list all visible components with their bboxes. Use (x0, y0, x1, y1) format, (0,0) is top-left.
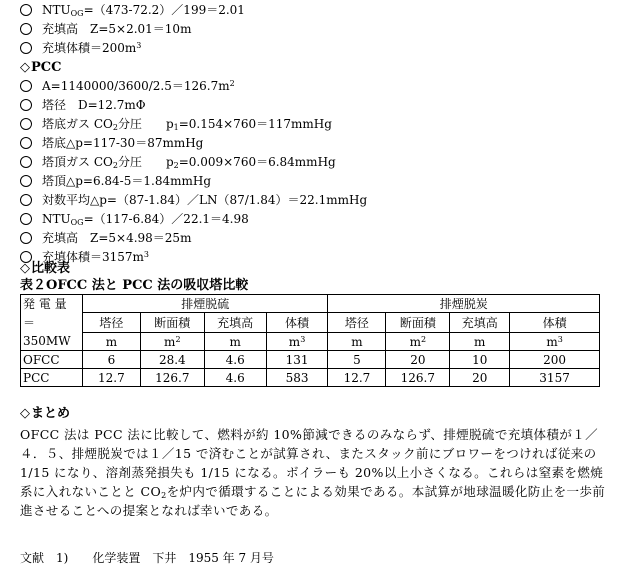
summary-heading: ◇まとめ (20, 406, 71, 421)
list-item: 充填体積$=200m^3$ (20, 40, 141, 57)
comparison-table (20, 294, 600, 387)
circle-bullet-icon (20, 99, 32, 111)
diamond-icon: ◇ (20, 406, 30, 421)
list-item: $NTU_{OG}=(117-6.84)/22.1=4.98$ (20, 211, 249, 228)
list-item: 塔頂△p=6.84-5＝1.84mmHg (20, 173, 211, 190)
circle-bullet-icon (20, 213, 32, 225)
list-item: 充填体積$=3157m^3$ (20, 249, 149, 266)
list-item: 対数平均△p=（87-1.84）／LN（87/1.84）＝22.1mmHg (20, 192, 367, 209)
table-caption: 表２OFCC 法と PCC 法の吸収塔比較 (20, 278, 249, 293)
column-header-row: 塔径 断面積 充填高 体積 塔径 断面積 充填高 体積 (21, 313, 600, 333)
circle-bullet-icon (20, 156, 32, 168)
circle-bullet-icon (20, 4, 32, 16)
summary-paragraph: OFCC 法は PCC 法に比較して、燃料が約 10%節減できるのみならず、排煙脱硫で充填体積が１／４．５、排煙脱炭では１／15 で済むことが試算され、またスタック前にブロワーをつければ従来の 1/15 になり、溶剤蒸発損失も 1/15 になる。ボイラーも 20%以上小さくなる。これらは窒素を燃焼系に入れないことと $CO_2$を炉内で循環することによる効果である。本試算が地球温暖化防止を一歩前進させることへの提案となれば幸いである。 (20, 427, 606, 518)
list-item: $NTU_{OG}=(473-72.2)/199=2.01$ (20, 2, 245, 19)
circle-bullet-icon (20, 232, 32, 244)
circle-bullet-icon (20, 42, 32, 54)
list-item: 塔底△p=117-30＝87mmHg (20, 135, 203, 152)
corner-header: 発 電 量 ＝ 350MW (21, 295, 83, 351)
list-item: 塔底ガス $CO_2$分圧 $p_1=0.154\times 760=117mmHg$ (20, 116, 332, 133)
circle-bullet-icon (20, 23, 32, 35)
pcc-heading: ◇PCC (20, 60, 62, 75)
list-item: 塔径 D=12.7mΦ (20, 97, 146, 114)
circle-bullet-icon (20, 118, 32, 130)
diamond-icon: ◇ (20, 261, 30, 276)
list-item: 塔頂ガス $CO_2$分圧 $p_2=0.009\times 760=6.84mmHg$ (20, 154, 336, 171)
compare-heading-text: ◇比較表 (20, 261, 71, 276)
circle-bullet-icon (20, 194, 32, 206)
list-item: 充填高 Z=5×4.98＝25m (20, 230, 191, 247)
circle-bullet-icon (20, 80, 32, 92)
list-item: 充填高 Z=5×2.01＝10m (20, 21, 191, 38)
reference: 文献 1) 化学装置 下井 1955 年 7 月号 (20, 551, 274, 565)
table-row: OFCC 6 28.4 4.6 131 5 20 10 200 (21, 351, 600, 369)
group-header-decarbonization: 排煙脱炭 (328, 295, 600, 313)
list-item: $A=1140000/3600/2.5=126.7m^2$ (20, 78, 235, 95)
table-row: PCC 12.7 126.7 4.6 583 12.7 126.7 20 3157 (21, 369, 600, 387)
circle-bullet-icon (20, 175, 32, 187)
circle-bullet-icon (20, 137, 32, 149)
diamond-icon: ◇ (20, 60, 30, 75)
group-header-desulfurization: 排煙脱硫 (82, 295, 328, 313)
unit-row: m $m^2$ m $m^3$ m $m^2$ m $m^3$ (21, 333, 600, 351)
